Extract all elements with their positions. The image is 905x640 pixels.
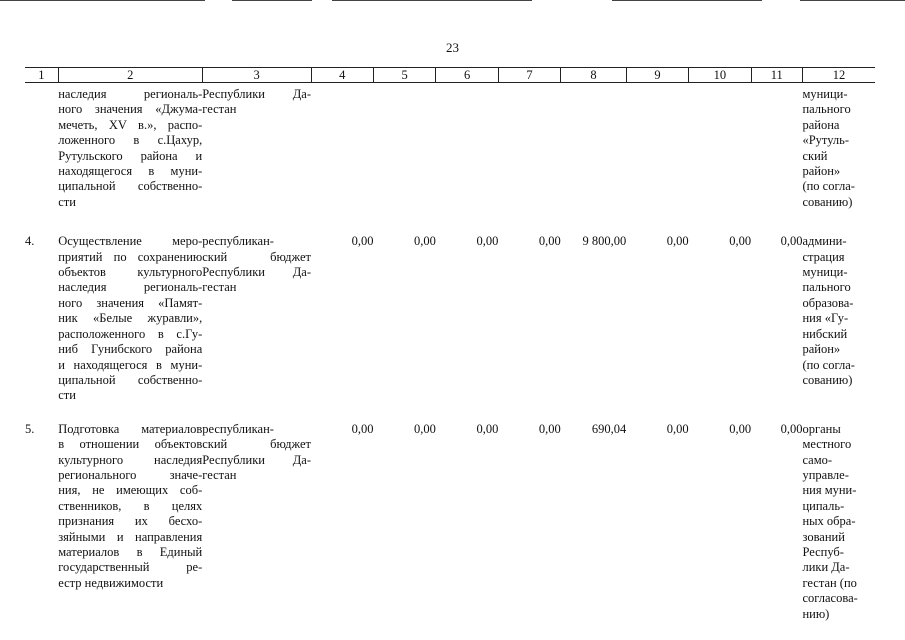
event-name-cell xyxy=(58,83,202,231)
executor-line: муници- xyxy=(802,87,848,101)
column-header: 6 xyxy=(436,68,498,83)
column-header: 12 xyxy=(802,68,875,83)
executor-line: сованию) xyxy=(802,194,853,209)
event-line: ник «Белые журавли», xyxy=(58,311,203,326)
source-line: ский бюджет xyxy=(202,249,312,264)
executor-line: админи- xyxy=(802,234,847,249)
column-number-row xyxy=(25,68,875,83)
source-line: гестан xyxy=(202,280,237,295)
executor-line: «Рутуль- xyxy=(802,133,850,148)
column-header: 2 xyxy=(58,68,202,83)
executor-cell xyxy=(802,230,875,417)
amount-cell xyxy=(436,83,498,231)
amount-cell: 0,00 xyxy=(780,421,803,436)
event-line: ципальной собственно- xyxy=(58,372,203,387)
event-line: зяйными и направления xyxy=(58,529,203,544)
event-line: приятий по сохранению xyxy=(58,249,203,264)
event-name-cell xyxy=(58,418,202,636)
event-line: ного значения «Памят- xyxy=(58,295,203,310)
amount-cell: 0,00 xyxy=(476,421,499,436)
event-line: культурного наследия xyxy=(58,452,203,467)
executor-line: лики Да- xyxy=(802,560,850,575)
executor-line: ципаль- xyxy=(802,498,845,513)
event-line: наследия региональ- xyxy=(58,87,203,101)
executor-line: нию) xyxy=(802,606,830,621)
column-header: 4 xyxy=(311,68,373,83)
row-number xyxy=(25,83,58,231)
funding-source-cell xyxy=(202,83,311,231)
event-line: ципальной собственно- xyxy=(58,179,203,194)
amount-cell: 0,00 xyxy=(351,421,374,436)
executor-line: пального xyxy=(802,102,851,117)
event-name-cell xyxy=(58,230,202,417)
amount-cell: 0,00 xyxy=(666,421,689,436)
event-line: находящегося в муни- xyxy=(58,164,203,179)
executor-line: района xyxy=(802,117,840,132)
table-row xyxy=(25,418,875,636)
executor-line: само- xyxy=(802,452,833,467)
executor-line: район» xyxy=(802,164,841,179)
amount-cell xyxy=(751,83,802,231)
column-header: 5 xyxy=(373,68,435,83)
amount-cell xyxy=(626,83,688,231)
event-line: государственный ре- xyxy=(58,560,203,575)
amount-cell xyxy=(373,83,435,231)
amount-cell xyxy=(561,83,626,231)
executor-cell xyxy=(802,83,875,231)
source-line: ский бюджет xyxy=(202,437,312,452)
column-header: 11 xyxy=(751,68,802,83)
funding-source-cell xyxy=(202,418,311,636)
executor-line: страция xyxy=(802,249,845,264)
row-number: 4. xyxy=(25,234,35,249)
event-line: материалов в Единый xyxy=(58,544,203,559)
amount-cell xyxy=(498,83,560,231)
event-line: ного значения «Джума- xyxy=(58,102,203,117)
event-line: признания их бесхо- xyxy=(58,514,203,529)
event-line: регионального значе- xyxy=(58,467,203,482)
executor-line: сованию) xyxy=(802,372,853,387)
amount-cell xyxy=(311,83,373,231)
event-line: объектов культурного xyxy=(58,265,203,280)
executor-line: (по согла- xyxy=(802,179,855,194)
executor-line: муници- xyxy=(802,265,848,280)
executor-line: образова- xyxy=(802,295,854,310)
column-header: 1 xyxy=(25,68,58,83)
row-number: 5. xyxy=(25,421,35,436)
table-body xyxy=(25,83,875,637)
executor-line: местного xyxy=(802,437,852,452)
executor-line: пального xyxy=(802,280,851,295)
amount-cell: 0,00 xyxy=(414,234,436,249)
source-line: гестан xyxy=(202,102,237,117)
event-line: ственников, в целях xyxy=(58,498,203,513)
column-header: 7 xyxy=(498,68,560,83)
column-header: 3 xyxy=(202,68,311,83)
executor-line: нибский xyxy=(802,326,848,341)
amount-cell: 0,00 xyxy=(351,234,374,249)
executor-line: согласова- xyxy=(802,591,858,606)
executor-line: (по согла- xyxy=(802,357,855,372)
top-scan-rule xyxy=(0,0,905,2)
executor-line: ский xyxy=(802,148,828,163)
table-row xyxy=(25,83,875,231)
program-table xyxy=(25,67,875,636)
event-line: в отношении объектов xyxy=(58,437,203,452)
executor-line: ния «Гу- xyxy=(802,311,849,326)
amount-cell: 0,00 xyxy=(476,234,499,249)
column-header: 10 xyxy=(689,68,751,83)
executor-line: управле- xyxy=(802,467,849,482)
amount-cell: 0,00 xyxy=(666,234,689,249)
source-line: Республики Да- xyxy=(202,87,312,101)
amount-cell: 690,04 xyxy=(591,421,627,436)
executor-cell xyxy=(802,418,875,636)
source-line: республикан- xyxy=(202,421,274,436)
executor-line: ных обра- xyxy=(802,514,856,529)
executor-line: район» xyxy=(802,342,841,357)
amount-cell: 0,00 xyxy=(538,421,561,436)
amount-cell: 0,00 xyxy=(780,234,803,249)
amount-cell: 0,00 xyxy=(729,234,752,249)
executor-line: органы xyxy=(802,421,841,436)
funding-source-cell xyxy=(202,230,311,417)
event-line: Подготовка материалов xyxy=(58,421,203,436)
event-line: и находящегося в муни- xyxy=(58,357,203,372)
event-line: ложенного в с.Цахур, xyxy=(58,133,203,148)
column-header: 8 xyxy=(561,68,626,83)
source-line: гестан xyxy=(202,467,237,482)
executor-line: гестан (по xyxy=(802,575,857,590)
event-line: естр недвижимости xyxy=(58,575,164,590)
source-line: Республики Да- xyxy=(202,452,312,467)
event-line: ния, не имеющих соб- xyxy=(58,483,203,498)
amount-cell: 0,00 xyxy=(538,234,561,249)
event-line: расположенного в с.Гу- xyxy=(58,326,203,341)
executor-line: Респуб- xyxy=(802,544,844,559)
table-row xyxy=(25,230,875,417)
amount-cell: 0,00 xyxy=(729,421,752,436)
source-line: Республики Да- xyxy=(202,265,312,280)
amount-cell: 0,00 xyxy=(414,421,436,436)
event-line: ниб Гунибского района xyxy=(58,342,203,357)
event-line: наследия региональ- xyxy=(58,280,203,295)
event-line: сти xyxy=(58,388,76,403)
event-line: Осуществление меро- xyxy=(58,234,203,249)
amount-cell: 9 800,00 xyxy=(582,234,627,249)
column-header: 9 xyxy=(626,68,688,83)
page-number: 23 xyxy=(446,40,459,55)
source-line: республикан- xyxy=(202,234,274,249)
event-line: Рутульского района и xyxy=(58,148,203,163)
executor-line: зований xyxy=(802,529,845,544)
amount-cell xyxy=(689,83,751,231)
event-line: мечеть, XV в.», распо- xyxy=(58,117,203,132)
executor-line: ния муни- xyxy=(802,483,857,498)
event-line: сти xyxy=(58,194,76,209)
